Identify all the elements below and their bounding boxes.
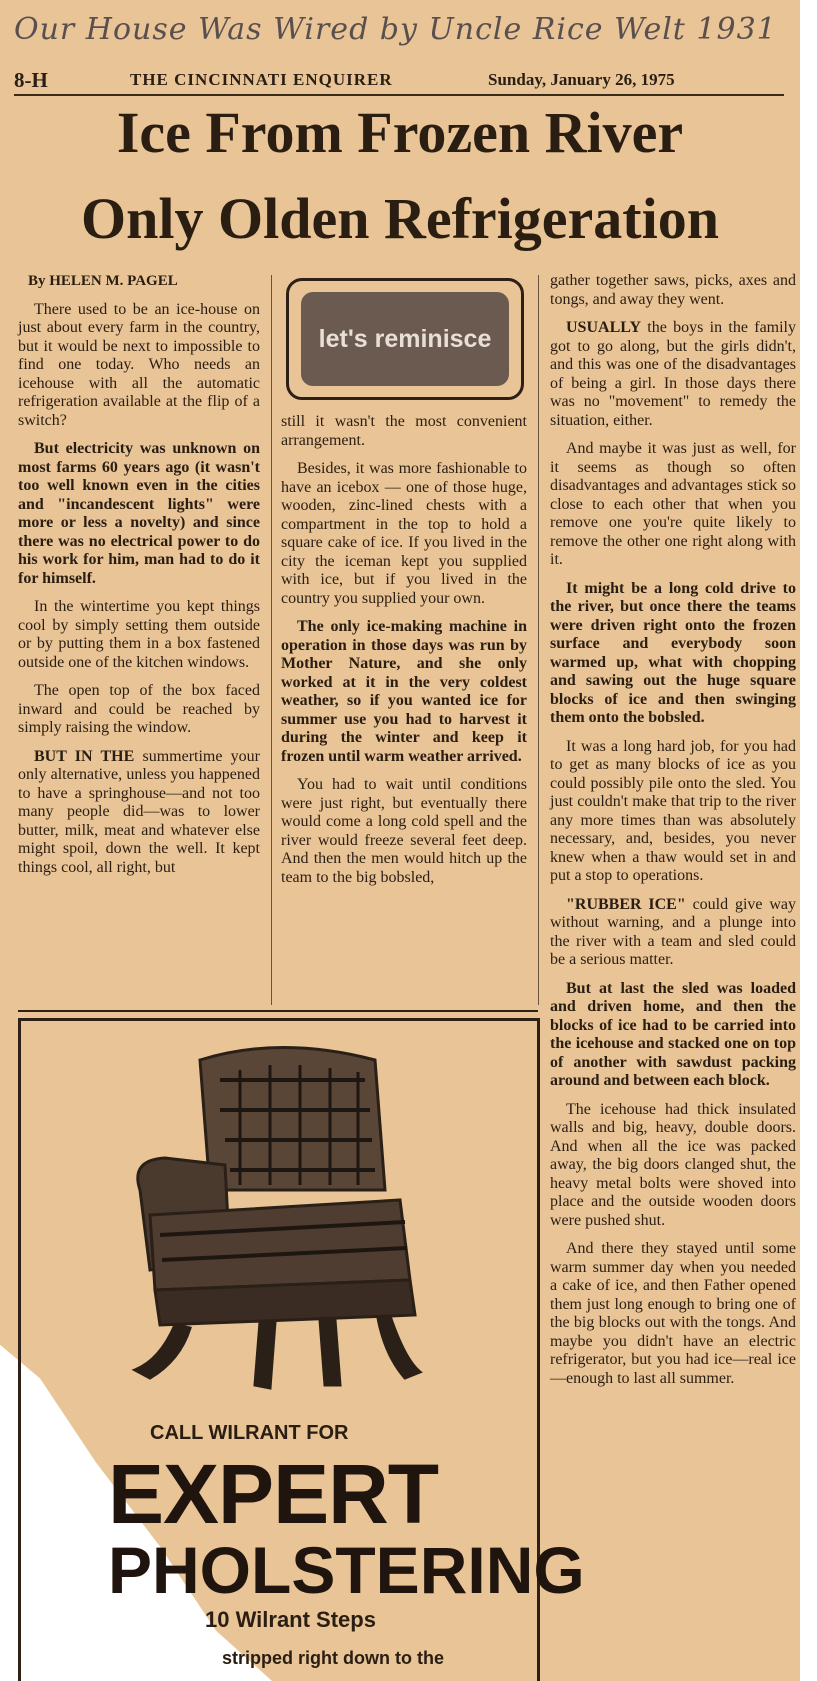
paragraph: And maybe it was just as well, for it seems as though so often disadvantages and advantages stick so close to each other that when you remove one you're quite likely to remove the other one right along with it. bbox=[550, 440, 796, 568]
issue-date: Sunday, January 26, 1975 bbox=[488, 70, 675, 89]
article-column-2 bbox=[281, 413, 527, 897]
column-divider bbox=[538, 275, 539, 1005]
paragraph: In the wintertime you kept things cool by simply setting them outside or by putting them in a box fastened outside one of the kitchen windows. bbox=[18, 598, 260, 671]
paragraph: You had to wait until conditions were just right, but eventually there would come a long cold spell and the river would freeze several feet deep. And then the men would hitch up the team to the big bobsled, bbox=[281, 776, 527, 886]
paragraph: The only ice-making machine in operation in those days was run by Mother Nature, and she only worked at it in the very coldest weather, so if you wanted ice for summer use you had to harvest it during the winter and keep it frozen until warm weather arrived. bbox=[281, 618, 527, 765]
newspaper-name: THE CINCINNATI ENQUIRER bbox=[130, 70, 393, 89]
paragraph: And there they stayed until some warm summer day when you needed a cake of ice, and then Father opened them just long enough to bring one of the big blocks out with the tongs. And maybe you didn't have an electric refrigerator, but you had ice—real ice—enough to last all summer. bbox=[550, 1240, 796, 1387]
paragraph-body: summertime your only alternative, unless you happened to have a springhouse—and not too many people did—was to lower butter, milk, meat and whatever else might spoil, down the well. It kept things cool, all right, but bbox=[18, 747, 261, 876]
paragraph: It was a long hard job, for you had to get as many blocks of ice as you could possibly pile onto the sled. You just couldn't make that trip to the river any more times than was absolutely necessary, and, besides, you never knew when a thaw would set in and put a stop to operations. bbox=[550, 737, 796, 884]
paragraph: It might be a long cold drive to the river, but once there the teams were driven right onto the frozen surface and everybody soon warmed up, what with chopping and sawing out the huge square blocks of ice and then swinging them onto the bobsled. bbox=[550, 579, 796, 726]
paragraph bbox=[550, 896, 796, 970]
paragraph-lead: BUT IN THE bbox=[34, 747, 135, 765]
ad-body-text: stripped right down to the bbox=[222, 1648, 444, 1668]
paragraph bbox=[18, 748, 260, 878]
masthead-rule bbox=[14, 94, 784, 96]
paragraph: Besides, it was more fashionable to have an icebox — one of those huge, wooden, zinc-lined chests with a compartment in the top to hold a square cake of ice. If you lived in the city the iceman kept you supplied with ice, but if you lived in the country you supplied your own. bbox=[281, 460, 527, 607]
column-logo-text: let's reminisce bbox=[301, 292, 509, 386]
paragraph: There used to be an ice-house on just about every farm in the country, but it would be next to impossible to find one today. Who needs an icehouse with all the automatic refrigeration available at the flip of a switch? bbox=[18, 300, 260, 429]
paragraph: gather together saws, picks, axes and tongs, and away they went. bbox=[550, 272, 796, 308]
paragraph: The icehouse had thick insulated walls and big, heavy, double doors. And when all the ice was packed away, the big doors clanged shut, the heavy metal bolts were shoved into place and the outside wooden doors were pushed shut. bbox=[550, 1100, 796, 1229]
paragraph-lead: "RUBBER ICE" bbox=[566, 895, 686, 913]
masthead bbox=[14, 68, 784, 92]
ad-steps: 10 Wilrant Steps bbox=[205, 1607, 376, 1632]
paragraph-body: the boys in the family got to go along, but the girls didn't, and this was one of the disadvantages of being a girl. In those days there was no "movement" to remedy the situation, either. bbox=[550, 319, 796, 429]
article-column-1 bbox=[18, 272, 260, 887]
paragraph-body: could give way without warning, and a plunge into the river with a team and sled could be a serious matter. bbox=[550, 895, 796, 968]
paragraph: still it wasn't the most convenient arrangement. bbox=[281, 413, 527, 449]
paragraph: But electricity was unknown on most farms 60 years ago (it wasn't too well known even in the cities and "incandescent lights" were more or less a novelty) and since there was no electrical power to do his work for him, man had to do it for himself. bbox=[18, 440, 260, 587]
paragraph bbox=[550, 319, 796, 430]
ad-headline: EXPERT bbox=[108, 1447, 439, 1541]
headline-line-1: Ice From Frozen River bbox=[116, 100, 684, 165]
ad-call-line: CALL WILRANT FOR bbox=[150, 1422, 349, 1444]
page-number: 8-H bbox=[14, 68, 48, 92]
column-divider bbox=[271, 275, 272, 1005]
ad-headline-2: PHOLSTERING bbox=[108, 1533, 585, 1607]
paragraph-lead: USUALLY bbox=[566, 319, 641, 336]
handwritten-annotation: Our House Was Wired by Uncle Rice Welt 1931 bbox=[14, 12, 777, 47]
ad-top-rule bbox=[18, 1010, 538, 1012]
paragraph: The open top of the box faced inward and could be reached by simply raising the window. bbox=[18, 682, 260, 736]
byline: By HELEN M. PAGEL bbox=[28, 273, 178, 289]
headline-line-2: Only Olden Refrigeration bbox=[81, 186, 719, 251]
column-logo bbox=[286, 278, 524, 400]
armchair-illustration bbox=[120, 1040, 440, 1420]
article-column-3 bbox=[550, 272, 796, 1398]
paragraph: But at last the sled was loaded and driven home, and then the blocks of ice had to be carried into the icehouse and stacked one on top of another with sawdust packing around and between each block. bbox=[550, 979, 796, 1089]
